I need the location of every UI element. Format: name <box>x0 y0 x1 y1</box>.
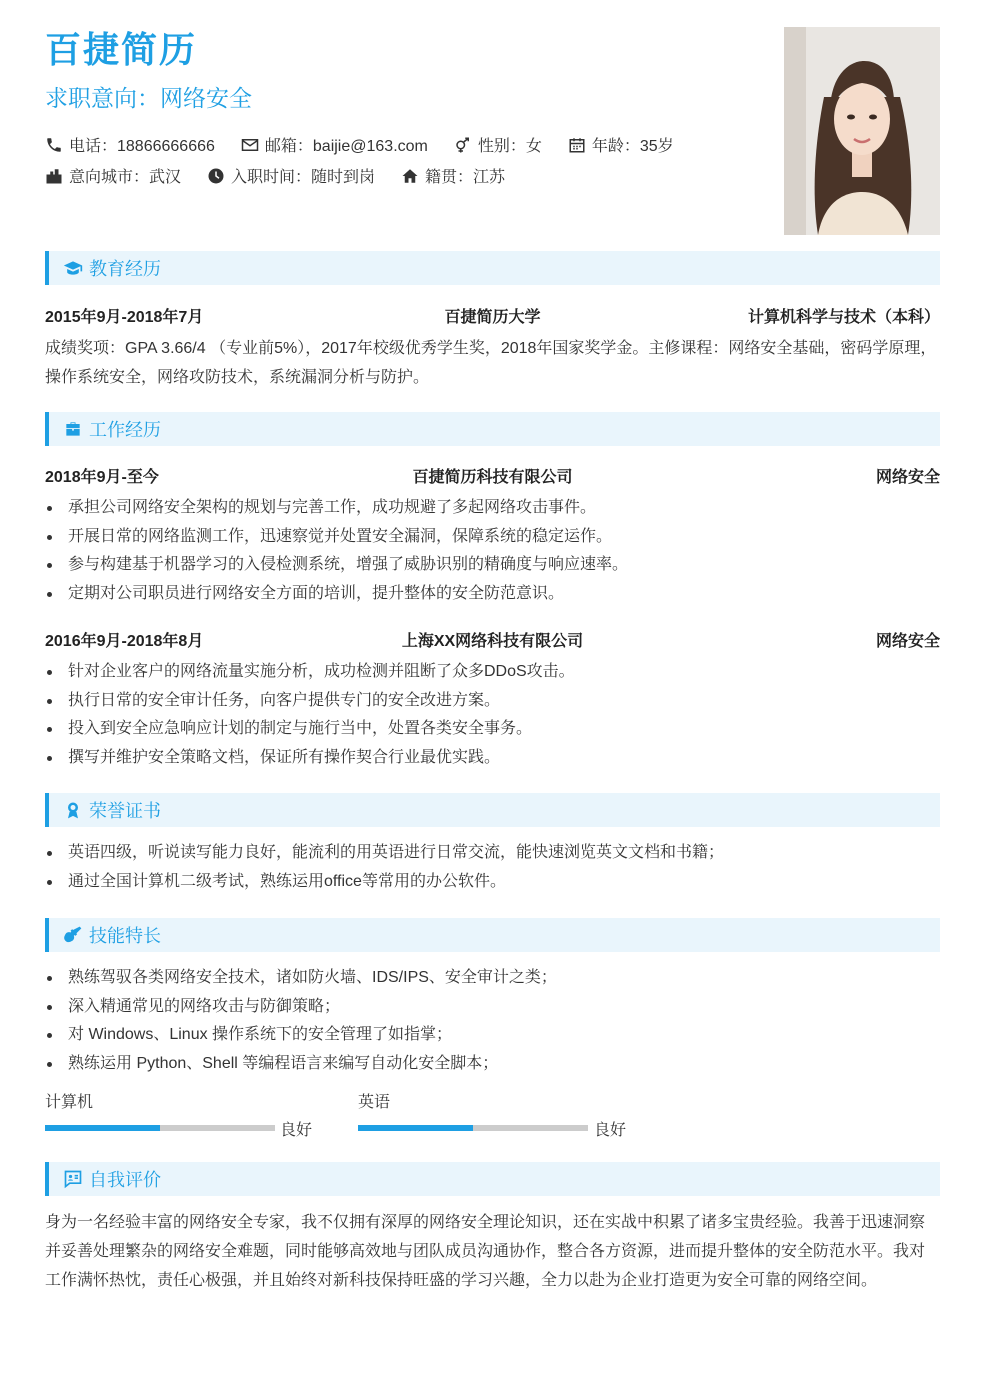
list-item: 参与构建基于机器学习的入侵检测系统，增强了威胁识别的精确度与响应速率。 <box>45 551 940 580</box>
profile-photo <box>784 27 940 235</box>
list-item: 英语四级，听说读写能力良好，能流利的用英语进行日常交流，能快速浏览英文文档和书籍； <box>45 839 940 868</box>
work-company: 上海XX网络科技有限公司 <box>401 633 584 650</box>
section-self <box>45 1162 940 1196</box>
education-major: 计算机科学与技术（本科） <box>747 309 940 326</box>
skill-bar-level: 良好 <box>280 1122 313 1139</box>
section-title-work: 工作经历 <box>89 420 161 440</box>
education-date: 2015年9月-2018年7月 <box>45 309 204 326</box>
briefcase-icon <box>63 419 83 439</box>
info-email <box>241 133 428 156</box>
list-item: 深入精通常见的网络攻击与防御策略； <box>45 993 940 1022</box>
calendar-icon <box>568 136 586 154</box>
skill-bar-fill <box>45 1125 160 1131</box>
gender-icon <box>454 136 472 154</box>
portrait-image <box>784 27 940 235</box>
skill-bar-label: 英语 <box>358 1094 391 1111</box>
info-age <box>568 133 674 156</box>
award-icon <box>63 800 83 820</box>
phone-text: 电话：18866666666 <box>69 138 215 155</box>
list-item: 投入到安全应急响应计划的制定与施行当中，处置各类安全事务。 <box>45 715 940 744</box>
guitar-icon <box>63 925 83 945</box>
skill-bar-level: 良好 <box>594 1122 627 1139</box>
city-text: 意向城市：武汉 <box>69 169 182 186</box>
list-item: 执行日常的安全审计任务，向客户提供专门的安全改进方案。 <box>45 687 940 716</box>
clock-icon <box>207 167 225 185</box>
mail-icon <box>241 136 259 154</box>
work-date: 2018年9月-至今 <box>45 469 159 486</box>
list-item: 承担公司网络安全架构的规划与完善工作，成功规避了多起网络攻击事件。 <box>45 494 940 523</box>
work-role: 网络安全 <box>875 633 940 650</box>
city-icon <box>45 167 63 185</box>
list-item: 熟练运用 Python、Shell 等编程语言来编写自动化安全脚本； <box>45 1050 940 1079</box>
info-origin <box>401 164 505 187</box>
graduation-cap-icon <box>63 258 83 278</box>
work-1-list <box>45 494 940 609</box>
honors-list <box>45 839 940 896</box>
skill-bar-label: 计算机 <box>45 1094 94 1111</box>
info-row-2 <box>45 164 531 187</box>
list-item: 撰写并维护安全策略文档，保证所有操作契合行业最优实践。 <box>45 744 940 773</box>
phone-icon <box>45 136 63 154</box>
section-education <box>45 251 940 285</box>
gender-text: 性别：女 <box>477 138 542 155</box>
section-title-honors: 荣誉证书 <box>89 801 161 821</box>
chat-person-icon <box>63 1169 83 1189</box>
list-item: 开展日常的网络监测工作，迅速察觉并处置安全漏洞，保障系统的稳定运作。 <box>45 523 940 552</box>
section-work <box>45 412 940 446</box>
skills-list <box>45 964 940 1079</box>
list-item: 对 Windows、Linux 操作系统下的安全管理了如指掌； <box>45 1021 940 1050</box>
self-evaluation-text: 身为一名经验丰富的网络安全专家，我不仅拥有深厚的网络安全理论知识，还在实战中积累了诸多宝贵经验。我善于迅速洞察并妥善处理繁杂的网络安全难题，同时能够高效地与团队成员沟通协作，整合各方资源，进而提升整体的安全防范水平。我对工作满怀热忱，责任心极强，并且始终对新科技保持旺盛的学习兴趣，全力以赴为企业打造更为安全可靠的网络空间。 <box>45 1214 926 1289</box>
section-skills <box>45 918 940 952</box>
education-detail: 成绩奖项：GPA 3.66/4 （专业前5%），2017年校级优秀学生奖，2018年国家奖学金。主修课程：网络安全基础，密码学原理，操作系统安全，网络攻防技术，系统漏洞分析与防护。 <box>45 340 937 386</box>
skill-bar-fill <box>358 1125 473 1131</box>
email-text: 邮箱：baijie@163.com <box>264 138 428 155</box>
work-company: 百捷简历科技有限公司 <box>412 469 573 486</box>
list-item: 针对企业客户的网络流量实施分析，成功检测并阻断了众多DDoS攻击。 <box>45 658 940 687</box>
home-icon <box>401 167 419 185</box>
job-intent: 求职意向：网络安全 <box>45 85 252 111</box>
section-honors <box>45 793 940 827</box>
list-item: 通过全国计算机二级考试，熟练运用office等常用的办公软件。 <box>45 868 940 897</box>
section-title-skills: 技能特长 <box>89 926 161 946</box>
work-date: 2016年9月-2018年8月 <box>45 633 204 650</box>
education-school: 百捷简历大学 <box>444 309 541 326</box>
list-item: 定期对公司职员进行网络安全方面的培训，提升整体的安全防范意识。 <box>45 580 940 609</box>
info-row-1 <box>45 133 700 156</box>
age-text: 年龄：35岁 <box>591 138 674 155</box>
work-2-list <box>45 658 940 773</box>
list-item: 熟练驾驭各类网络安全技术，诸如防火墙、IDS/IPS、安全审计之类； <box>45 964 940 993</box>
work-role: 网络安全 <box>875 469 940 486</box>
info-start <box>207 164 375 187</box>
info-gender <box>454 133 542 156</box>
section-title-education: 教育经历 <box>89 259 161 279</box>
skill-bar <box>358 1125 588 1131</box>
section-title-self: 自我评价 <box>89 1170 161 1190</box>
skill-bar <box>45 1125 275 1131</box>
resume-name: 百捷简历 <box>45 29 198 70</box>
info-phone <box>45 133 215 156</box>
info-city <box>45 164 181 187</box>
origin-text: 籍贯：江苏 <box>425 169 506 186</box>
start-text: 入职时间：随时到岗 <box>231 169 376 186</box>
